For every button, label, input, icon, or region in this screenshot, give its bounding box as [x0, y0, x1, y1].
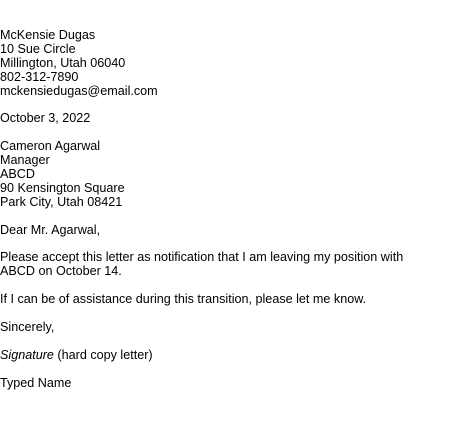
- signature-note: (hard copy letter): [57, 347, 153, 362]
- sender-email: mckensiedugas@email.com: [0, 83, 158, 98]
- spacer: [0, 126, 474, 140]
- resignation-letter: [0, 29, 474, 390]
- sender-street: 10 Sue Circle: [0, 41, 76, 56]
- spacer: [0, 335, 474, 349]
- sender-phone: 802-312-7890: [0, 69, 79, 84]
- recipient-block: [0, 140, 474, 210]
- letter-date: October 3, 2022: [0, 111, 91, 126]
- spacer: [0, 363, 474, 377]
- typed-name: Typed Name: [0, 375, 72, 390]
- recipient-title: Manager: [0, 153, 50, 168]
- salutation: Dear Mr. Agarwal,: [0, 222, 101, 237]
- recipient-name: Cameron Agarwal: [0, 139, 101, 154]
- closing: Sincerely,: [0, 319, 55, 334]
- recipient-city-state-zip: Park City, Utah 08421: [0, 194, 123, 209]
- recipient-street: 90 Kensington Square: [0, 180, 125, 195]
- spacer: [0, 99, 474, 113]
- spacer: [0, 210, 474, 224]
- signature-label: Signature: [0, 347, 54, 362]
- body-paragraph-assistance: If I can be of assistance during this transition, please let me know.: [0, 292, 367, 307]
- signature-line: [0, 349, 474, 363]
- spacer: [0, 238, 474, 252]
- sender-name: McKensie Dugas: [0, 28, 96, 42]
- sender-city-state-zip: Millington, Utah 06040: [0, 55, 126, 70]
- spacer: [0, 279, 474, 293]
- body-paragraph-notification: Please accept this letter as notification that I am leaving my position with ABCD on October 14.: [0, 250, 404, 279]
- spacer: [0, 307, 474, 321]
- recipient-company: ABCD: [0, 167, 35, 182]
- sender-block: [0, 29, 474, 99]
